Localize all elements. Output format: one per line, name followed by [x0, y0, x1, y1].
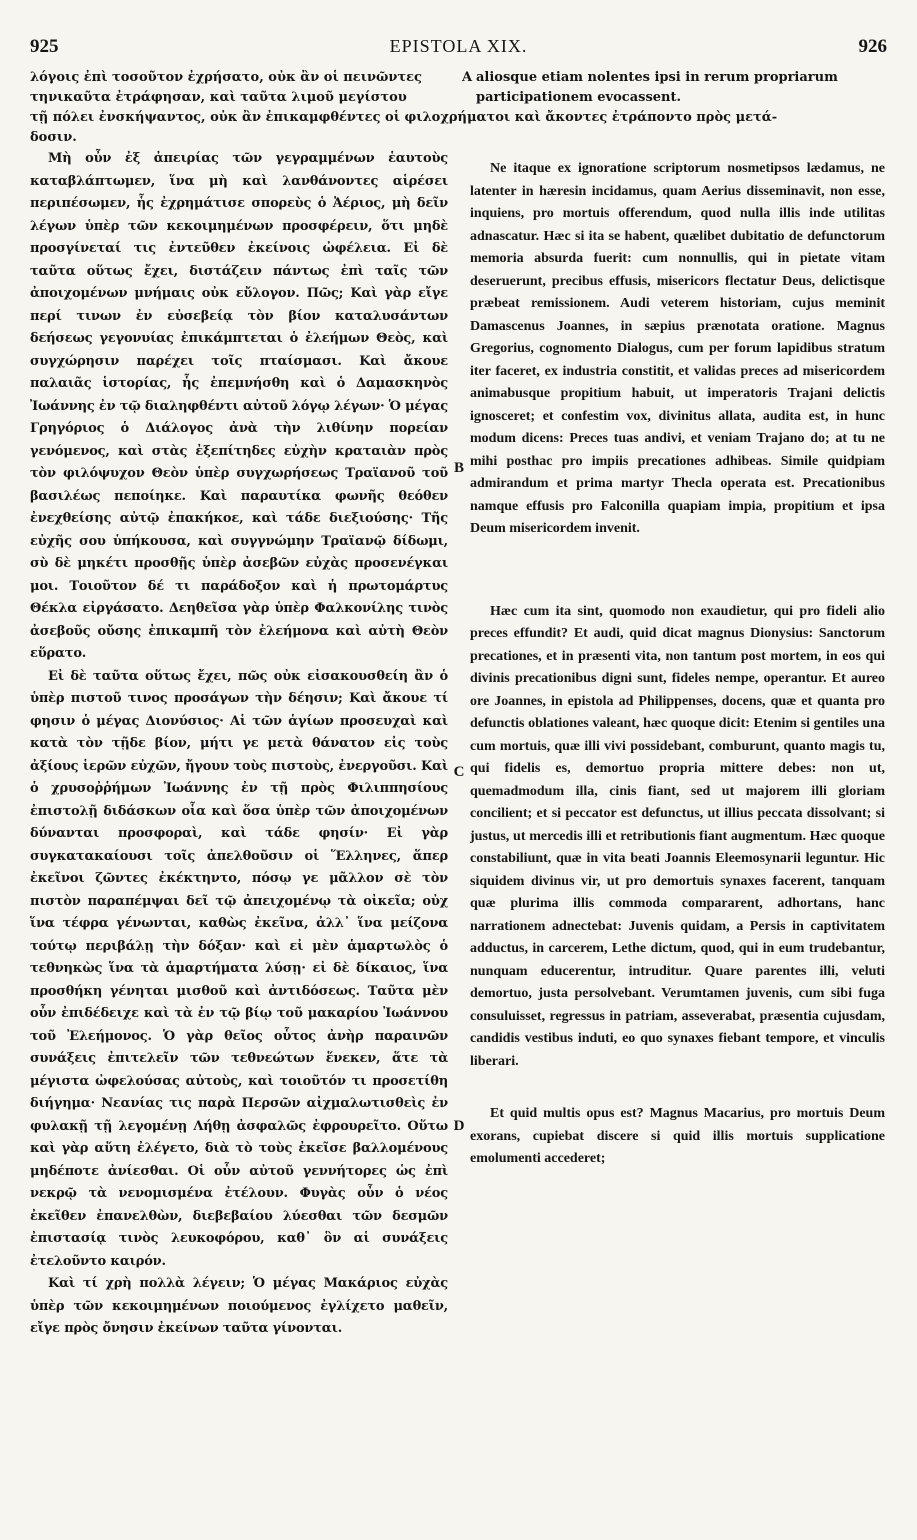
greek-column [30, 148, 448, 1341]
greek-full-line: δοσιν. [30, 130, 77, 145]
page-number-left: 925 [30, 36, 59, 57]
greek-paragraph: Εἰ δὲ ταῦτα οὕτως ἔχει, πῶς οὐκ εἰσακουσθείη ἂν ὁ ὑπὲρ πιστοῦ τινος προσάγων τὴν δέησιν; Καὶ ἄκουε τί φησιν ὁ μέγας Διονύσιος· Αἱ τῶν ἁγίων προσευχαὶ καὶ κατὰ τὸν τῇδε βίον, μήτι γε μετὰ θάνατον εἰς τοὺς ἀξίους ἱερῶν εὐχῶν, ἤγουν τοὺς πιστοὺς, ἐνεργοῦσι. Καὶ ὁ χρυσοῤῥήμων Ἰωάννης ἐν τῇ πρὸς Φιλιππησίους ἐπιστολῇ διδάσκων οἷα καὶ ὅσα ὑπὲρ τῶν ἀποιχομένων δύνανται προσφοραὶ, καὶ τάδε φησίν· Εἰ γὰρ συγκατακαίουσι τοῖς ἀπελθοῦσιν οἱ Ἕλληνες, ἅπερ ἐκεῖνοι ζῶντες ἐκέκτηντο, πόσῳ γε μᾶλλον σὲ τὸν πιστὸν παραπέμψαι δεῖ τῷ ἀπειχομένῳ τὰ οἰκεῖα; οὐχ ἵνα τέφρα γένωνται, καθὼς ἐκεῖνα, ἀλλ᾽ ἵνα μείζονα τούτῳ περιβάλῃ τὴν δόξαν· καὶ εἰ μὲν ἁμαρτωλὸς ὁ τεθνηκὼς ἵνα τὰ ἁμαρτήματα λύσῃ· εἰ δὲ δίκαιος, ἵνα προσθήκη γένηται μισθοῦ καὶ ἀντιδόσεως. Ταῦτα μὲν οὖν ἐπιδέδειχε καὶ τὰ ἐν τῷ βίῳ τοῦ μακαρίου Ἰωάννου τοῦ Ἐλεήμονος. Ὁ γὰρ θεῖος οὗτος ἀνὴρ παραινῶν συνάξεις ἐπιτελεῖν τῶν τεθνεώτων ἕνεκεν, ἅτε τὰ μέγιστα ὠφελούσας αὐτοὺς, καὶ τοιοῦτόν τι προσετίθη διήγημα· Νεανίας τις παρὰ Περσῶν αἰχμαλωτισθεὶς ἐν φυλακῇ τῇ λεγομένῃ Λήθῃ ἀσφαλῶς ἐφρουρεῖτο. Οὕτω καὶ γὰρ αὕτη ἐλέγετο, διὰ τὸ τοὺς ἐκεῖσε βαλλομένους μηδέποτε ἀνίεσθαι. Οἱ οὖν αὐτοῦ γεννήτορες ὡς ἐπὶ νεκρῷ τὰ νενομισμένα ἐτέλουν. Φυγὰς οὖν ὁ νέος ἐκεῖθεν ἐπανελθὼν, διεβεβαίου λύεσθαι τῶν δεσμῶν ἐπιστασίᾳ τινὸς λευκοφόρου, καθ᾽ ὃν αἱ συνάξεις ἐτελοῦντο καιρόν. [30, 668, 448, 1269]
greek-paragraph: Μὴ οὖν ἐξ ἀπειρίας τῶν γεγραμμένων ἑαυτοὺς καταβλάπτωμεν, ἵνα μὴ καὶ λανθάνοντες αἱρέσει περιπέσωμεν, ἧς ἐχρημάτισε σπορεὺς ὁ Ἀέριος, μὴ δεῖν λέγων ὑπὲρ τῶν κεκοιμημένων προσφέρειν, ὅτι μηδὲ προσγίνεταί τις ἐντεῦθεν ἐκείνοις ὠφέλεια. Εἰ δὲ ταῦτα οὕτως ἔχει, διστάζειν πάντως ἐπὶ ταῖς τῶν ἀποιχομένων μνήμαις οὐκ εὔλογον. Πῶς; Καὶ γὰρ εἴγε περί τινων ἐν εὐσεβείᾳ τὸν βίον καταλυσάντων δεήσεως γεγονυίας ἐπικάμπτεται ὁ ἐλεήμων Θεὸς, καὶ συγχώρησιν παρέχει τοῖς πταίσμασι. Καὶ ἄκουε παλαιᾶς ἱστορίας, ἧς ἐπεμνήσθη καὶ ὁ Δαμασκηνὸς Ἰωάννης ἐν τῷ διαληφθέντι αὐτοῦ λόγῳ λέγων· Ὁ μέγας Γρηγόριος ὁ Διάλογος ἀνὰ τὴν λιθίνην πορείαν γενόμενος, καὶ στὰς ἐξεπίτηδες εὐχὴν κραταιὰν πρὸς τὸν φιλόψυχον Θεὸν ὑπὲρ συγχωρήσεως Τραϊανοῦ τοῦ βασιλέως πεποίηκε. Καὶ παραυτίκα φωνῆς θεόθεν ἐνεχθείσης αὐτῷ ἐπακήκοε, καὶ τάδε διεξιούσης· Τῆς εὐχῆς σου ὑπήκουσα, καὶ συγγνώμην Τραϊανῷ δίδωμι, σὺ δὲ μηκέτι προσθῇς ὑπὲρ ἀσεβῶν εὐχὰς προσενέγκαι μοι. Τοιοῦτον δέ τι παράδοξον καὶ ἡ πρωτομάρτυς Θέκλα εἰργάσατο. Δεηθεῖσα γὰρ ὑπὲρ Φαλκονίλης τινὸς ἀσεβοῦς οὔσης ἐπικαμπῆ τὸν ἐλεήμονα καὶ αὐτὴ Θεὸν εὕρατο. [30, 151, 448, 661]
page-header [30, 36, 887, 66]
section-marker-c: C [453, 764, 465, 780]
greek-line: τηνικαῦτα ἐτράφησαν, καὶ ταῦτα λιμοῦ μεγίστου [30, 90, 407, 105]
greek-full-line: τῇ πόλει ἐνσκήψαντος, οὐκ ἂν ἐπικαμφθέντες οἱ φιλοχρήματοι καὶ ἄκοντες ἐτράποντο πρὸς μετά- [30, 110, 778, 125]
lead-row [30, 88, 899, 108]
latin-paragraph: Ne itaque ex ignoratione scriptorum nosmetipsos lædamus, ne latenter in hæresin incidamus, quam Aerius disseminavit, non esse, inquiens, pro mortuis offerendum, quod nulla illis inde utilitas adnascatur. Hæc si ita se habent, quælibet dubitatio de defunctorum memoria absurda fuerit: cum nonnullis, qui in pietate vitam deseruerunt, precibus effusis, misericors flectatur Deus, delictisque præbeat remissionem. Audi veterem historiam, cujus meminit Damascenus Joannes, in sæpius prænotata oratione. Magnus Gregorius, cognomento Dialogus, cum per forum lapidibus stratum iter faceret, ex industria constitit, et validas preces ad misericordem animabusque propitium habuit, ut imperatoris Trajani delictis ignosceret; et confestim vox, divinitus allata, audita est, in hunc modum dicens: Preces tuas andivi, et veniam Trajano do; at tu ne mihi posthac pro impiis precationes adhibeas. Simile quidpiam admirandum et prima martyr Thecla operata est. Precationibus namque effusis pro Falconilla quapiam impia, propitium et ipsa Deum misericordem invenit. [470, 161, 885, 536]
latin-column [470, 158, 885, 1171]
greek-paragraph: Καὶ τί χρὴ πολλὰ λέγειν; Ὁ μέγας Μακάριος εὐχὰς ὑπὲρ τῶν κεκοιμημένων ποιούμενος ἐγλίχετο μαθεῖν, εἴγε πρὸς ὄνησιν ἐκείνων ταῦτα γίνονται. [30, 1276, 448, 1336]
latin-paragraph: Et quid multis opus est? Magnus Macarius, pro mortuis Deum exorans, cupiebat discere si quid illis mortuis supplicatione emolumenti accederet; [470, 1106, 885, 1166]
section-marker-d: D [453, 1118, 465, 1134]
lead-row [30, 68, 899, 88]
page-number-right: 926 [858, 36, 887, 57]
running-title: EPISTOLA XIX. [389, 36, 528, 56]
latin-paragraph: Hæc cum ita sint, quomodo non exaudietur, qui pro fideli alio preces effundit? Et audi, quid dicat magnus Dionysius: Sanctorum precationes, et in præsenti vita, non tantum post mortem, in eos qui divinis precationibus digni sunt, fideles nempe, operantur. Et aureo ore Joannes, in epistola ad Philippenses, docens, quæ et quanta pro defunctis oblationes valeant, hæc quoque dicit: Etenim si gentiles una cum mortuis, quæ illi vivi possidebant, comburunt, quanto magis tu, qui fidelis es, demortuo propria mittere debes: non ut, quemadmodum illa, cinis fiant, sed ut majorem illi gloriam concilient; et si peccator est defunctus, ut illius peccata dissolvant; si justus, ut mercedis illi et retributionis fiant augmentum. Hæc quoque constabiliunt, quæ in vita beati Joannis Eleemosynarii leguntur. Hic siquidem divinus vir, ut pro demortuis synaxes facerent, tanquam quæ plurima illis commoda compararent, adhortans, hanc narrationem adnectebat: Juvenis quidam, a Persis in captivitatem adductus, in carcerem, Lethe dictum, quod, qui in eum trudebantur, nunquam educerentur, intruditur. Quare parentes illi, veluti demortuo, justa persolvebant. Verumtamen juvenis, cum sibi fuga consuluisset, regressus in patriam, asseverabat, præsentia cujusdam, candidis vestibus induti, eo quo synaxes fiebant tempore, et vinculis liberari. [470, 603, 885, 1069]
continued-text [30, 68, 899, 148]
latin-line: participationem evocassent. [476, 90, 682, 105]
section-marker-a: A [461, 70, 473, 85]
latin-line: aliosque etiam nolentes ipsi in rerum propriarum [476, 70, 838, 85]
section-marker-b: B [453, 460, 464, 476]
greek-line: λόγοις ἐπὶ τοσοῦτον ἐχρήσατο, οὐκ ἂν οἱ πεινῶντες [30, 70, 422, 85]
